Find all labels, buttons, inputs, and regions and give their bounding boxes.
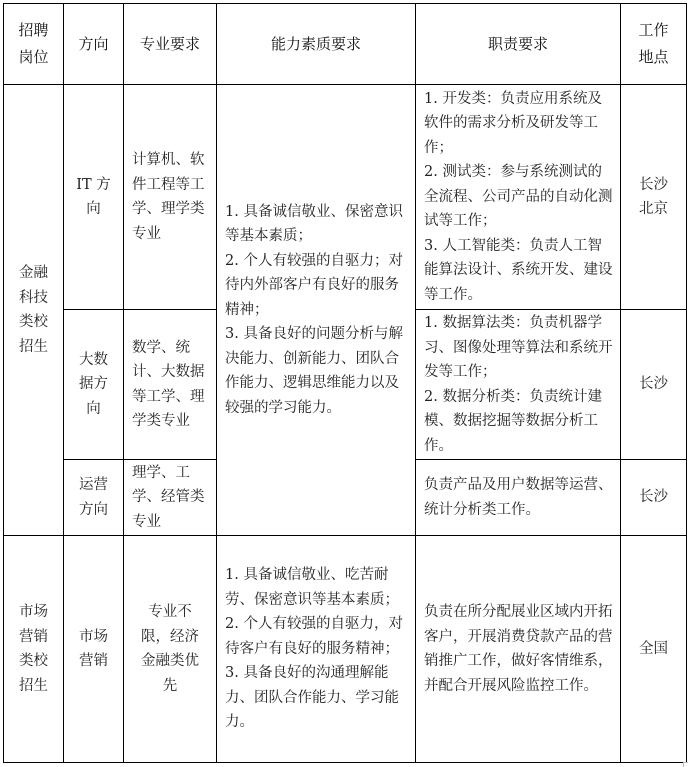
- duty-item: 2. 数据分析类：负责统计建模、数据挖掘等数据分析工作。: [424, 388, 602, 454]
- header-position-line: 招聘: [18, 21, 49, 39]
- ability-cell: [217, 85, 416, 536]
- location-cell: [621, 460, 687, 536]
- location-line: 长沙: [639, 376, 668, 393]
- ability-item: 2. 个人有较强的自驱力，对待客户有良好的服务精神；: [225, 616, 403, 657]
- header-ability: 能力素质要求: [217, 4, 416, 85]
- header-duty: 职责要求: [416, 4, 621, 85]
- direction-line: 运营: [79, 477, 108, 493]
- direction-line: 市场: [79, 628, 108, 645]
- page-corner-mark: [683, 762, 688, 767]
- duty-item: 3. 人工智能类：负责人工智能算法设计、系统开发、建设等工作。: [424, 237, 613, 303]
- location-cell: [621, 536, 687, 763]
- direction-line: 营销: [79, 653, 108, 669]
- direction-line: IT 方: [76, 176, 111, 193]
- duty-cell: [416, 310, 621, 460]
- position-cell: [4, 536, 64, 763]
- ability-item: 2. 个人有较强的自驱力；对待内外部客户有良好的服务精神；: [225, 252, 403, 318]
- header-position: [4, 4, 64, 85]
- recruitment-table: [3, 3, 687, 763]
- location-line: 长沙: [639, 489, 668, 506]
- major-cell: 理学、工学、经管类专业: [124, 460, 217, 536]
- header-major: 专业要求: [124, 4, 217, 85]
- major-cell: 计算机、软件工程等工学、理学类专业: [124, 85, 217, 310]
- header-direction: 方向: [64, 4, 124, 85]
- position-cell: [4, 85, 64, 536]
- position-line: 营销: [19, 628, 48, 645]
- direction-cell: [64, 460, 124, 536]
- direction-cell: [64, 536, 124, 763]
- direction-cell: [64, 310, 124, 460]
- location-cell: [621, 85, 687, 310]
- ability-item: 1. 具备诚信敬业、吃苦耐劳、保密意识等基本素质；: [225, 567, 399, 608]
- direction-line: 方向: [79, 501, 108, 518]
- header-location: [621, 4, 687, 85]
- direction-line: 据方: [79, 376, 108, 393]
- duty-cell: [416, 85, 621, 310]
- ability-item: 3. 具备良好的沟通理解能力、团队合作能力、学习能力。: [225, 665, 399, 731]
- duty-item: 1. 数据算法类：负责机器学习、图像处理等算法和系统开发等工作；: [424, 315, 613, 380]
- position-line: 金融: [19, 265, 48, 281]
- header-location-line: 地点: [638, 48, 669, 66]
- table-row: [4, 85, 687, 310]
- location-line: 长沙: [639, 176, 668, 193]
- position-line: 科技: [19, 289, 48, 306]
- location-cell: [621, 310, 687, 460]
- duty-item: 负责在所分配展业区域内开拓客户，开展消费贷款产品的营销推广工作，做好客情维系，并配合开展风险监控工作。: [424, 604, 613, 694]
- duty-cell: [416, 536, 621, 763]
- duty-item: 2. 测试类：参与系统测试的全流程、公司产品的自动化测试等工作；: [424, 164, 613, 230]
- duty-item: 1. 开发类：负责应用系统及软件的需求分析及研发等工作；: [424, 90, 602, 156]
- major-cell: 数学、统计、大数据等工学、理学类专业: [124, 310, 217, 460]
- position-line: 类校: [19, 314, 48, 330]
- duty-cell: [416, 460, 621, 536]
- header-position-line: 岗位: [18, 48, 49, 66]
- direction-line: 向: [86, 400, 101, 417]
- ability-item: 1. 具备诚信敬业、保密意识等基本素质；: [225, 203, 403, 245]
- direction-line: 向: [86, 201, 101, 217]
- location-line: 全国: [639, 640, 668, 657]
- header-row: [4, 4, 687, 85]
- ability-cell: [217, 536, 416, 763]
- location-line: 北京: [639, 201, 668, 217]
- direction-line: 大数: [79, 351, 108, 368]
- table-row: [4, 536, 687, 763]
- direction-cell: [64, 85, 124, 310]
- header-location-line: 工作: [638, 21, 669, 39]
- position-line: 招生: [19, 677, 48, 694]
- position-line: 招生: [19, 338, 48, 355]
- position-line: 市场: [19, 604, 48, 620]
- ability-item: 3. 具备良好的问题分析与解决能力、创新能力、团队合作能力、逻辑思维能力以及较强的学习能力。: [225, 326, 403, 416]
- position-line: 类校: [19, 653, 48, 669]
- major-cell: 专业不限，经济金融类优先: [124, 536, 217, 763]
- duty-item: 负责产品及用户数据等运营、统计分析类工作。: [424, 477, 613, 518]
